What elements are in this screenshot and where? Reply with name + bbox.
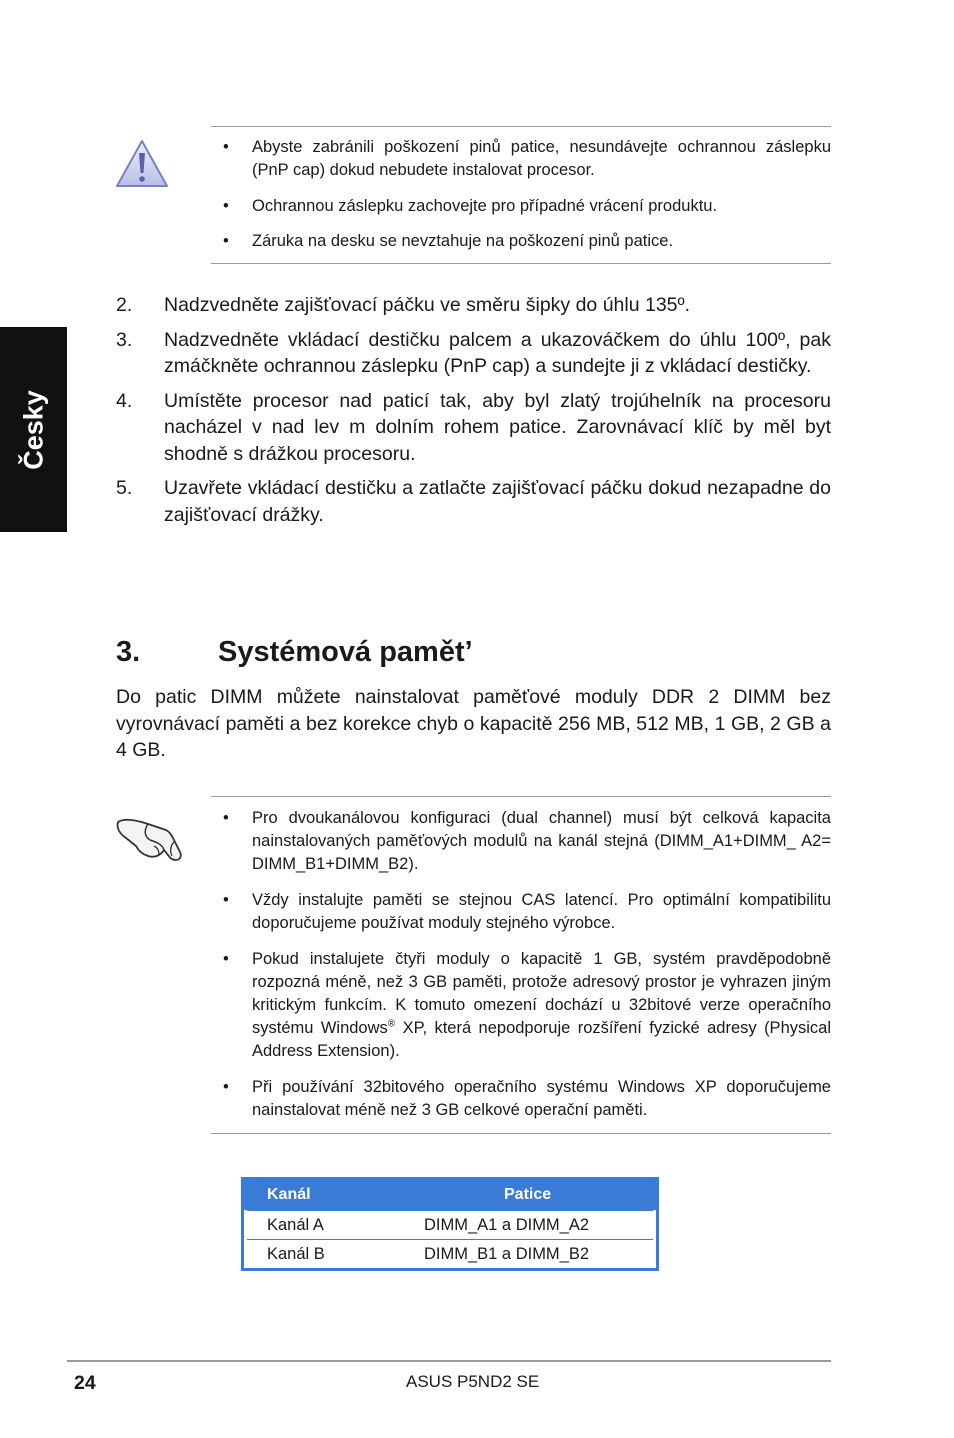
language-label: Česky [18, 389, 48, 470]
caution-box [211, 126, 831, 264]
caution-item: • Ochrannou záslepku zachovejte pro případné vrácení produktu. [223, 197, 718, 215]
header-slot: Patice [504, 1186, 552, 1203]
step-item: 2. Nadzvedněte zajišťovací páčku ve směru šipky do úhlu 135º. [116, 294, 691, 316]
note-item: • Vždy instalujte paměti se stejnou CAS latencí. Pro optimální kompatibilitu doporučujeme používat moduly stejného výrobce. [223, 891, 831, 932]
note-box [211, 796, 831, 1134]
table-header-row [244, 1180, 656, 1210]
product-name: ASUS P5ND2 SE [406, 1372, 540, 1391]
table-cell: Kanál B [267, 1244, 325, 1263]
note-item: • Pro dvoukanálovou konfiguraci (dual channel) musí být celková kapacita nainstalovaných paměťových modulů na kanál stejná (DIMM_A1+DIMM_ A2= DIMM_B1+DIMM_B2). [223, 809, 831, 873]
footer-divider [67, 1360, 831, 1362]
channel-table [241, 1177, 659, 1271]
table-cell: Kanál A [267, 1215, 324, 1234]
header-channel: Kanál [267, 1186, 311, 1203]
pointing-hand-icon [114, 812, 186, 866]
note-item: • Při používání 32bitového operačního systému Windows XP doporučujeme nainstalovat méně než 3 GB celkové operační paměti. [223, 1078, 831, 1119]
step-item: 4. Umístěte procesor nad paticí tak, aby byl zlatý trojúhelník na procesoru nacházel v nad lev m dolním rohem patice. Zarovnávací klíč by měl byt shodně s drážkou procesoru. [116, 389, 831, 465]
table-cell: DIMM_B1 a DIMM_B2 [424, 1244, 590, 1263]
step-item: 5. Uzavřete vkládací destičku a zatlačte zajišťovací páčku dokud nezapadne do zajišťovací drážky. [116, 477, 831, 526]
caution-item: • Záruka na desku se nevztahuje na poškození pinů patice. [223, 232, 674, 250]
table-cell: DIMM_A1 a DIMM_A2 [424, 1215, 590, 1234]
page-number: 24 [74, 1372, 96, 1394]
warning-triangle-icon [114, 138, 170, 190]
caution-item: • Abyste zabránili poškození pinů patice, nesundávejte ochrannou záslepku (PnP cap) dokud nebudete instalovat procesor. [223, 138, 831, 179]
section-heading: 3. Systémová pamět’ [116, 636, 473, 668]
step-item: 3. Nadzvedněte vkládací destičku palcem a ukazováčkem do úhlu 100º, pak zmáčkněte ochrannou záslepku (PnP cap) a sundejte ji z vkládací destičky. [116, 328, 831, 377]
intro-paragraph: Do patic DIMM můžete nainstalovat paměťové moduly DDR 2 DIMM bez vyrovnávací paměti a bez korekce chyb o kapacitě 256 MB, 512 MB, 1 GB, 2 GB a 4 GB. [116, 686, 831, 761]
language-side-tab [0, 327, 67, 532]
instruction-steps [116, 292, 831, 528]
note-item: • Pokud instalujete čtyři moduly o kapacitě 1 GB, systém pravděpodobně rozpozná méně, než 3 GB paměti, protože adresový prostor je vyhrazen jiným kritickým funkcím. K tomuto omezení dochází u 32bitové verze operačního systému Windows® XP, která nepodporuje rozšíření fyzické adresy (Physical Address Extension). [223, 950, 832, 1060]
table-row [247, 1210, 653, 1239]
table-row [247, 1239, 653, 1268]
